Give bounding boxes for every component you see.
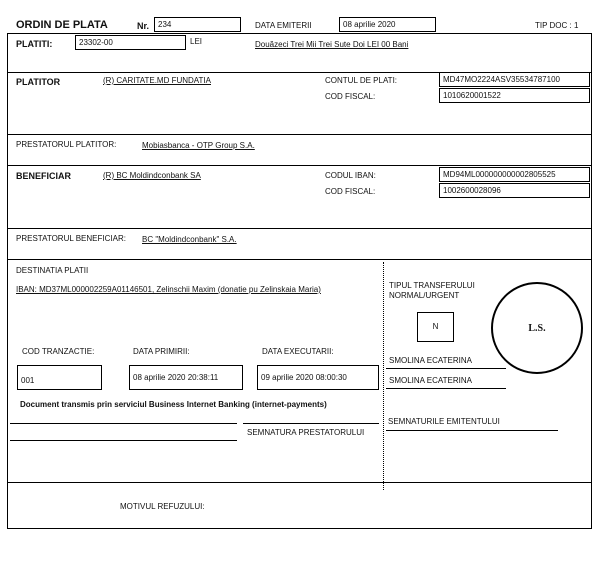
divider [7,482,592,483]
currency-label: LEI [190,37,203,46]
beneficiary-bank-name: BC "Moldindconbank" S.A. [142,235,237,244]
payer-bank-name: Mobiasbanca - OTP Group S.A. [142,141,255,150]
provider-signature-label: SEMNATURA PRESTATORULUI [247,428,365,437]
transfer-type-label: TIPUL TRANSFERULUI [389,281,475,290]
divider [7,228,592,229]
date-emission-field: 08 aprilie 2020 [339,17,436,32]
transfer-type-field: N [417,312,454,342]
signature-line [386,368,506,369]
payer-label: PLATITOR [16,77,61,87]
payer-fiscal-field: 1010620001522 [439,88,590,103]
divider [7,259,592,260]
signature-line [243,423,379,424]
refusal-reason-label: MOTIVUL REFUZULUI: [120,502,205,511]
execution-date-label: DATA EXECUTARII: [262,347,334,356]
document-title: ORDIN DE PLATA [16,19,108,31]
signature-line [10,440,237,441]
payment-amount-field: 23302-00 [75,35,186,50]
beneficiary-iban-label: CODUL IBAN: [325,171,376,180]
date-emission-label: DATA EMITERII [255,21,312,30]
number-label: Nr. [137,21,150,31]
beneficiary-iban-field: MD94ML000000000002805525 [439,167,590,182]
document-type: TIP DOC : 1 [535,21,579,30]
payer-name: (R) CARITATE.MD FUNDATIA [103,76,211,85]
beneficiary-fiscal-field: 1002600028096 [439,183,590,198]
payer-bank-label: PRESTATORUL PLATITOR: [16,140,117,149]
signature-line [386,388,506,389]
beneficiary-bank-label: PRESTATORUL BENEFICIAR: [16,234,126,243]
transmission-note: Document transmis prin serviciul Business Internet Banking (internet-payments) [20,400,327,409]
divider [7,134,592,135]
received-date-label: DATA PRIMIRII: [133,347,190,356]
payment-purpose-label: DESTINATIA PLATII [16,266,89,275]
beneficiary-name: (R) BC Moldindconbank SA [103,171,201,180]
received-date-field: 08 aprilie 2020 20:38:11 [129,365,243,390]
payer-fiscal-label: COD FISCAL: [325,92,376,101]
number-field: 234 [154,17,241,32]
transaction-code-field: 001 [17,365,102,390]
payer-account-label: CONTUL DE PLATI: [325,76,398,85]
issuer-signature-label: SEMNATURILE EMITENTULUI [388,417,500,426]
divider [7,165,592,166]
seal-label: L.S. [528,322,546,334]
payment-amount-label: PLATITI: [16,39,53,49]
signature-line [386,430,558,431]
seal-stamp [491,282,583,374]
signature-line [10,423,237,424]
payment-purpose-text: IBAN: MD37ML000002259A01146501, Zelinschii Maxim (donatie pu Zelinskaia Maria) [16,285,321,294]
payer-account-field: MD47MO2224ASV35534787100 [439,72,590,87]
document-frame [7,33,592,529]
beneficiary-label: BENEFICIAR [16,171,72,181]
transfer-type-sublabel: NORMAL/URGENT [389,291,460,300]
signer-name: SMOLINA ECATERINA [389,356,472,365]
signer-name: SMOLINA ECATERINA [389,376,472,385]
beneficiary-fiscal-label: COD FISCAL: [325,187,376,196]
transaction-code-label: COD TRANZACTIE: [22,347,95,356]
column-separator [383,262,384,490]
execution-date-field: 09 aprilie 2020 08:00:30 [257,365,379,390]
amount-in-words: Douăzeci Trei Mii Trei Sute Doi LEI 00 Bani [255,40,409,49]
